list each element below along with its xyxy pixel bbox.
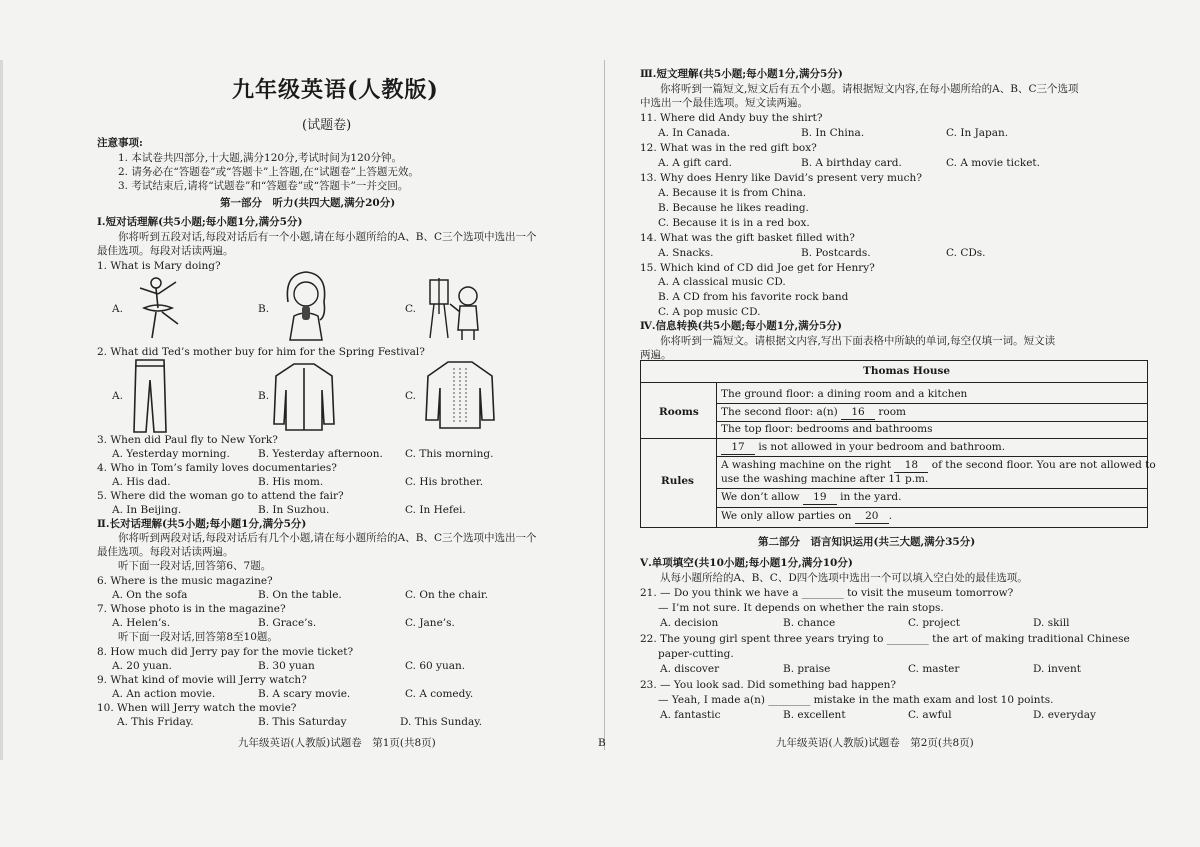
sec4-instruction-2: 两遍。 bbox=[640, 349, 672, 361]
q22-option-a: A. discover bbox=[660, 663, 720, 675]
sec4-instruction-1: 你将听到一篇短文。请根据文内容,写出下面表格中所缺的单词,每空仅填一词。短文读 bbox=[660, 335, 1056, 347]
note-3: 3. 考试结束后,请将“试题卷”和“答题卷”或“答题卡”一并交回。 bbox=[118, 180, 409, 192]
sec3-instruction-2: 中选出一个最佳选项。短文读两遍。 bbox=[640, 97, 808, 109]
q3-option-c: C. This morning. bbox=[405, 448, 494, 460]
q6-option-a: A. On the sofa bbox=[112, 589, 188, 601]
q14-option-c: C. CDs. bbox=[946, 247, 986, 259]
q9-option-b: B. A scary movie. bbox=[258, 688, 351, 700]
center-mark: B bbox=[598, 737, 606, 749]
sec3-heading: Ⅲ.短文理解(共5小题;每小题1分,满分5分) bbox=[640, 68, 843, 80]
note-2: 2. 请务必在“答题卷”或“答题卡”上答题,在“试题卷”上答题无效。 bbox=[118, 166, 419, 178]
question-12: 12. What was in the red gift box? bbox=[640, 142, 817, 154]
q14-option-a: A. Snacks. bbox=[658, 247, 714, 259]
q15-option-b: B. A CD from his favorite rock band bbox=[658, 291, 849, 303]
room-row-2: The second floor: a(n) 16 room bbox=[721, 406, 907, 418]
q8-option-c: C. 60 yuan. bbox=[405, 660, 466, 672]
question-11: 11. Where did Andy buy the shirt? bbox=[640, 112, 823, 124]
sweater-icon bbox=[424, 358, 496, 430]
exam-subtitle: (试题卷) bbox=[302, 118, 352, 133]
q7-option-c: C. Jane’s. bbox=[405, 617, 455, 629]
q12-option-b: B. A birthday card. bbox=[801, 157, 902, 169]
notes-heading: 注意事项: bbox=[97, 137, 143, 149]
q23-option-c: C. awful bbox=[908, 709, 952, 721]
rule-row-2: A washing machine on the right 18 of the second floor. You are not allowed to bbox=[721, 459, 1156, 471]
q15-option-c: C. A pop music CD. bbox=[658, 306, 761, 318]
q2-option-c: C. bbox=[405, 390, 416, 402]
rule-row-3: We don’t allow 19 in the yard. bbox=[721, 491, 902, 503]
sec5-heading: Ⅴ.单项填空(共10小题;每小题1分,满分10分) bbox=[640, 557, 853, 569]
q23-option-d: D. everyday bbox=[1033, 709, 1096, 721]
rule-row-4: We only allow parties on 20 . bbox=[721, 510, 893, 522]
sec3-instruction-1: 你将听到一篇短文,短文后有五个小题。请根据短文内容,在每小题所给的A、B、C三个选项 bbox=[660, 83, 1079, 95]
blank-17[interactable]: 17 bbox=[721, 441, 755, 455]
q12-option-a: A. A gift card. bbox=[658, 157, 732, 169]
q11-option-b: B. In China. bbox=[801, 127, 865, 139]
q2-option-b: B. bbox=[258, 390, 270, 402]
q22-option-b: B. praise bbox=[783, 663, 831, 675]
q13-option-a: A. Because it is from China. bbox=[658, 187, 807, 199]
q1-option-b: B. bbox=[258, 303, 270, 315]
question-21-line-2: — I’m not sure. It depends on whether the rain stops. bbox=[658, 602, 944, 614]
part2-heading: 第二部分 语言知识运用(共三大题,满分35分) bbox=[758, 536, 976, 548]
question-23-line-2: — Yeah, I made a(n) ________ mistake in the math exam and lost 10 points. bbox=[658, 694, 1054, 706]
trousers-icon bbox=[130, 358, 170, 434]
sec2-instruction-2: 最佳选项。每段对话读两遍。 bbox=[97, 546, 234, 558]
q8-option-b: B. 30 yuan bbox=[258, 660, 315, 672]
q6-option-c: C. On the chair. bbox=[405, 589, 489, 601]
q4-option-b: B. His mom. bbox=[258, 476, 324, 488]
q5-option-a: A. In Beijing. bbox=[112, 504, 182, 516]
question-5: 5. Where did the woman go to attend the fair? bbox=[97, 490, 344, 502]
question-10: 10. When will Jerry watch the movie? bbox=[97, 702, 297, 714]
q22-option-d: D. invent bbox=[1033, 663, 1081, 675]
ballerina-icon bbox=[132, 274, 192, 344]
room-row-1: The ground floor: a dining room and a kitchen bbox=[721, 388, 968, 400]
question-6: 6. Where is the music magazine? bbox=[97, 575, 273, 587]
left-page-footer: 九年级英语(人教版)试题卷 第1页(共8页) bbox=[238, 737, 436, 749]
q3-option-a: A. Yesterday morning. bbox=[112, 448, 230, 460]
q21-option-b: B. chance bbox=[783, 617, 836, 629]
sec5-instruction: 从每小题所给的A、B、C、D四个选项中选出一个可以填入空白处的最佳选项。 bbox=[660, 572, 1028, 584]
q12-option-c: C. A movie ticket. bbox=[946, 157, 1040, 169]
q9-option-c: C. A comedy. bbox=[405, 688, 474, 700]
blank-20[interactable]: 20 bbox=[855, 510, 889, 524]
q1-option-c: C. bbox=[405, 303, 416, 315]
q4-option-a: A. His dad. bbox=[112, 476, 171, 488]
q7-option-a: A. Helen’s. bbox=[112, 617, 171, 629]
q5-option-c: C. In Hefei. bbox=[405, 504, 466, 516]
part1-heading: 第一部分 听力(共四大题,满分20分) bbox=[220, 197, 396, 209]
question-21-line-1: 21. — Do you think we have a ________ to visit the museum tomorrow? bbox=[640, 587, 1014, 599]
page-fold-line bbox=[604, 60, 605, 750]
room-row-3: The top floor: bedrooms and bathrooms bbox=[721, 423, 933, 435]
sec1-heading: Ⅰ.短对话理解(共5小题;每小题1分,满分5分) bbox=[97, 216, 303, 228]
q11-option-c: C. In Japan. bbox=[946, 127, 1009, 139]
q2-option-a: A. bbox=[112, 390, 123, 402]
question-22-line-1: 22. The young girl spent three years trying to ________ the art of making traditional Chinese bbox=[640, 633, 1130, 645]
q23-option-b: B. excellent bbox=[783, 709, 846, 721]
sec4-heading: Ⅳ.信息转换(共5小题;每小题1分,满分5分) bbox=[640, 320, 842, 332]
q23-option-a: A. fantastic bbox=[660, 709, 721, 721]
q5-option-b: B. In Suzhou. bbox=[258, 504, 330, 516]
question-4: 4. Who in Tom’s family loves documentaries? bbox=[97, 462, 337, 474]
question-7: 7. Whose photo is in the magazine? bbox=[97, 603, 286, 615]
sec2-dialogue-1-note: 听下面一段对话,回答第6、7题。 bbox=[118, 560, 272, 572]
jacket-icon bbox=[272, 360, 336, 432]
q8-option-a: A. 20 yuan. bbox=[112, 660, 173, 672]
q9-option-a: A. An action movie. bbox=[112, 688, 216, 700]
question-3: 3. When did Paul fly to New York? bbox=[97, 434, 278, 446]
sec1-instruction-1: 你将听到五段对话,每段对话后有一个小题,请在每小题所给的A、B、C三个选项中选出一个 bbox=[118, 231, 537, 243]
q13-option-b: B. Because he likes reading. bbox=[658, 202, 809, 214]
painting-girl-icon bbox=[426, 274, 486, 342]
q3-option-b: B. Yesterday afternoon. bbox=[258, 448, 383, 460]
rule-row-2-cont: use the washing machine after 11 p.m. bbox=[721, 473, 929, 485]
exam-title: 九年级英语(人教版) bbox=[232, 77, 439, 103]
blank-16[interactable]: 16 bbox=[841, 406, 875, 420]
singing-girl-icon bbox=[276, 268, 336, 342]
q6-option-b: B. On the table. bbox=[258, 589, 342, 601]
question-15: 15. Which kind of CD did Joe get for Henry? bbox=[640, 262, 875, 274]
question-9: 9. What kind of movie will Jerry watch? bbox=[97, 674, 307, 686]
question-14: 14. What was the gift basket filled with? bbox=[640, 232, 855, 244]
rule-row-1: 17 is not allowed in your bedroom and bathroom. bbox=[721, 441, 1005, 455]
question-13: 13. Why does Henry like David’s present very much? bbox=[640, 172, 922, 184]
q22-option-c: C. master bbox=[908, 663, 960, 675]
rules-label: Rules bbox=[661, 475, 694, 487]
q13-option-c: C. Because it is in a red box. bbox=[658, 217, 810, 229]
note-1: 1. 本试卷共四部分,十大题,满分120分,考试时间为120分钟。 bbox=[118, 152, 402, 164]
q10-option-b: B. This Saturday bbox=[258, 716, 347, 728]
right-page-footer: 九年级英语(人教版)试题卷 第2页(共8页) bbox=[776, 737, 974, 749]
table-title: Thomas House bbox=[863, 365, 951, 377]
q11-option-a: A. In Canada. bbox=[658, 127, 731, 139]
q1-option-a: A. bbox=[112, 303, 123, 315]
q7-option-b: B. Grace’s. bbox=[258, 617, 317, 629]
q21-option-d: D. skill bbox=[1033, 617, 1070, 629]
right-page bbox=[608, 0, 1200, 847]
sec2-instruction-1: 你将听到两段对话,每段对话后有几个小题,请在每小题所给的A、B、C三个选项中选出一个 bbox=[118, 532, 537, 544]
sec2-dialogue-2-note: 听下面一段对话,回答第8至10题。 bbox=[118, 631, 278, 643]
q15-option-a: A. A classical music CD. bbox=[658, 276, 786, 288]
question-1: 1. What is Mary doing? bbox=[97, 260, 221, 272]
rooms-label: Rooms bbox=[659, 406, 699, 418]
q10-option-c: D. This Sunday. bbox=[400, 716, 483, 728]
info-table bbox=[640, 360, 1156, 528]
blank-19[interactable]: 19 bbox=[803, 491, 837, 505]
q10-option-a: A. This Friday. bbox=[117, 716, 194, 728]
question-22-line-2: paper-cutting. bbox=[658, 648, 734, 660]
question-23-line-1: 23. — You look sad. Did something bad happen? bbox=[640, 679, 897, 691]
q4-option-c: C. His brother. bbox=[405, 476, 484, 488]
question-2: 2. What did Ted’s mother buy for him for the Spring Festival? bbox=[97, 346, 425, 358]
question-8: 8. How much did Jerry pay for the movie ticket? bbox=[97, 646, 354, 658]
sec1-instruction-2: 最佳选项。每段对话读两遍。 bbox=[97, 245, 234, 257]
sec2-heading: Ⅱ.长对话理解(共5小题;每小题1分,满分5分) bbox=[97, 518, 307, 530]
q14-option-b: B. Postcards. bbox=[801, 247, 871, 259]
blank-18[interactable]: 18 bbox=[894, 459, 928, 473]
q21-option-a: A. decision bbox=[660, 617, 719, 629]
q21-option-c: C. project bbox=[908, 617, 960, 629]
